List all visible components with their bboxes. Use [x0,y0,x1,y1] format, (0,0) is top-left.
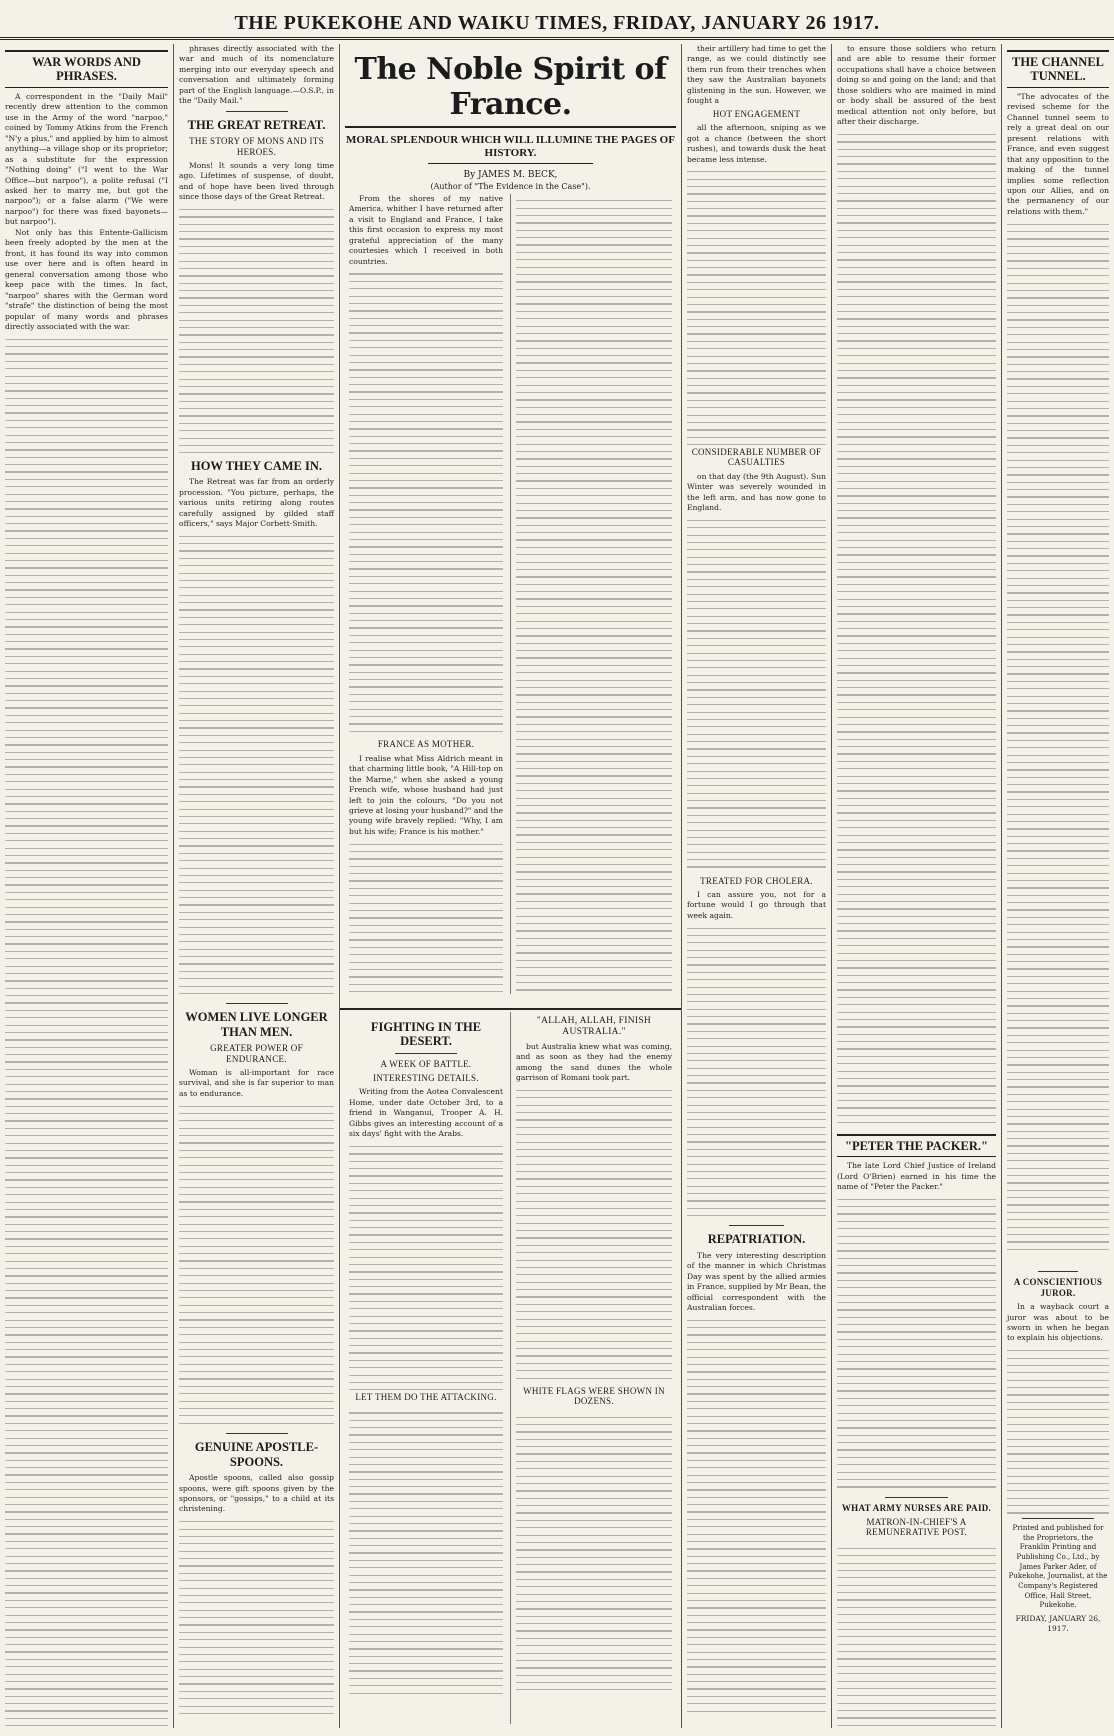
desert-article [340,1008,681,1728]
article-subheadline: THE STORY OF MONS AND ITS HEROES. [189,136,324,157]
body-text-block [5,333,168,1728]
article-headline: THE GREAT RETREAT. [187,117,326,132]
article-paragraph: Not only has this Entente-Gallicism been freely adopted by the men at the front, it has found its way into common use over here and is often heard in general conversation among those who keep pace with the times. In fact, "narpoo" shares with the German word "strafe" the distinction of being the most popular of many words and phrases directly associated with the war. [5,227,168,332]
section-subheading: LET THEM DO THE ATTACKING. [355,1391,497,1402]
section-subheading: TREATED FOR CHOLERA. [700,875,813,886]
article-paragraph: The very interesting description of the manner in which Christmas Day was spent by the allied armies in France, supplied by Mr Bean, the official correspondent with the Australian forces. [687,1250,826,1313]
article-paragraph: Apostle spoons, called also gossip spoons, were gift spoons given by the sponsors, or "gossips," to a child at its christening. [179,1473,334,1514]
article-paragraph: to ensure those soldiers who return and are able to resume their former occupations shall have a choice between doing so and going on the land; and that those soldiers who are maimed in mind or body shall be assured of the best medical attention not only before, but after their discharge. [837,44,996,127]
article-paragraph: their artillery had time to get the range, as we could distinctly see them run from their trenches when they saw the Australian bayonets glistening in the sun. However, we fought a [687,44,826,106]
section-subheading: HOT ENGAGEMENT [712,108,801,119]
byline-note: (Author of "The Evidence in the Case"). [430,182,591,192]
article-paragraph: In a wayback court a juror was about to be sworn in when he began to explain his objections. [1007,1302,1109,1343]
article-subheadline: A WEEK OF BATTLE. [380,1058,472,1069]
article-headline: FIGHTING IN THE DESERT. [370,1020,482,1049]
article-subheadline: INTERESTING DETAILS. [373,1073,479,1084]
article-subheadline: MATRON-IN-CHIEF'S A REMUNERATIVE POST. [865,1516,968,1538]
feature-title: The Noble Spirit of France. [354,52,667,122]
article-headline: THE CHANNEL TUNNEL. [1007,50,1109,88]
article-paragraph: From the shores of my native America, whither I have returned after a visit to England and France, I take this first occasion to express my most grateful appreciation of the many courtesies which I received in both countries. [349,194,503,266]
article-headline: WHAT ARMY NURSES ARE PAID. [841,1502,992,1513]
article-headline: A CONSCIENTIOUS JUROR. [1013,1277,1103,1298]
article-paragraph: Writing from the Aotea Convalescent Home, under date October 3rd, to a friend in Wanganui, Trooper A. H. Gibbs gives an interesting account of a six days' fight with the Arabs. [349,1087,503,1139]
imprint-date: FRIDAY, JANUARY 26, 1917. [1015,1613,1101,1634]
main-feature [340,44,681,1004]
masthead: THE PUKEKOHE AND WAIKU TIMES, FRIDAY, JANUARY 26 1917. [0,0,1114,40]
article-paragraph: I can assure you, not for a fortune would I go through that week again. [687,889,826,920]
article-paragraph: Mons! It sounds a very long time ago. Lifetimes of suspense, of doubt, and of hope have been lived through since those days of the Great Retreat. [179,160,334,202]
article-headline: GENUINE APOSTLE-SPOONS. [194,1440,319,1469]
article-paragraph: I realise what Miss Aldrich meant in that charming little book, "A Hill-top on the Marne," when she asked a young French wife, whose husband had just left to join the colours, "Do you not grieve at losing your husband?" and the young wife bravely replied: "Why, I am but his wife; France is his mother." [349,753,503,836]
article-paragraph: Woman is all-important for race survival, and she is far superior to man as to endurance. [179,1067,334,1098]
section-subheading: CONSIDERABLE NUMBER OF CASUALTIES [691,447,822,468]
printer-imprint: Printed and published for the Proprietors, the Franklin Printing and Publishing Co., Ltd., by James Parker Ader, of Pukekohe, Journalist, at the Company's Registered Office, Hall Street, Pukekohe. [1008,1523,1108,1610]
article-paragraph: The Retreat was far from an orderly procession. "You picture, perhaps, the various units retiring along routes carefully assigned by gilded staff officers," says Major Corbett-Smith. [179,477,334,528]
column-5 [832,44,1001,1728]
section-subheading: FRANCE AS MOTHER. [377,739,475,750]
column-6 [1002,44,1114,1728]
article-paragraph: The late Lord Chief Justice of Ireland (Lord O'Brien) earned in his time the name of "Peter the Packer." [837,1161,996,1192]
article-headline: WAR WORDS AND PHRASES. [5,50,168,88]
byline: By JAMES M. BECK, [463,170,558,181]
article-subheadline: GREATER POWER OF ENDURANCE. [210,1043,303,1064]
article-headline: "PETER THE PACKER." [837,1134,996,1157]
body-text-block [512,194,676,994]
article-paragraph: "The advocates of the revised scheme for the Channel tunnel seem to rely a great deal on our present relations with France, and even suggest that any opposition to the making of the tunnel implies some reflection upon our Allies, and on the permanency of our relations with them." [1007,91,1109,216]
article-subheadline: "ALLAH, ALLAH, FINISH AUSTRALIA." [536,1016,652,1037]
article-paragraph: phrases directly associated with the war and much of its nomenclature merging into our everyday speech and conversation and ultimately forming part of the English language.—O.S.P., in the "Daily Mail." [179,44,334,106]
article-headline: HOW THEY CAME IN. [190,458,323,473]
column-4 [682,44,831,1728]
article-paragraph: all the afternoon, sniping as we got a chance (between the short rushes), and towards dusk the heat became less intense. [687,123,826,164]
column-2 [174,44,339,1728]
article-paragraph: A correspondent in the "Daily Mail" recently drew attention to the common use in the Army of the word "narpoo," coined by Tommy Atkins from the French "N'y a plus," and applied by him to almost anything—a village shop or its proprietor; as a substitute for the expression "Nothing doing" ("I went to the War Office—but narpoo"), a polite refusal ("I asked her to marry me, but got the narpoo"); or a false alarm ("We were narpoo") for there was fixed bayonets—but narpoo"). [5,91,168,227]
column-1 [0,44,173,1728]
article-paragraph: but Australia knew what was coming, and as soon as they had the enemy among the sand dunes the whole garrison of Romani took part. [516,1041,672,1083]
article-paragraph: on that day (the 9th August). Sun Winter was severely wounded in the left arm, and has now gone to England. [687,471,826,513]
section-subheading: WHITE FLAGS WERE SHOWN IN DOZENS. [523,1385,665,1407]
feature-subtitle: MORAL SPLENDOUR WHICH WILL ILLUMINE THE PAGES OF HISTORY. [346,134,675,159]
article-headline: WOMEN LIVE LONGER THAN MEN. [185,1010,328,1039]
article-headline: REPATRIATION. [707,1232,806,1247]
